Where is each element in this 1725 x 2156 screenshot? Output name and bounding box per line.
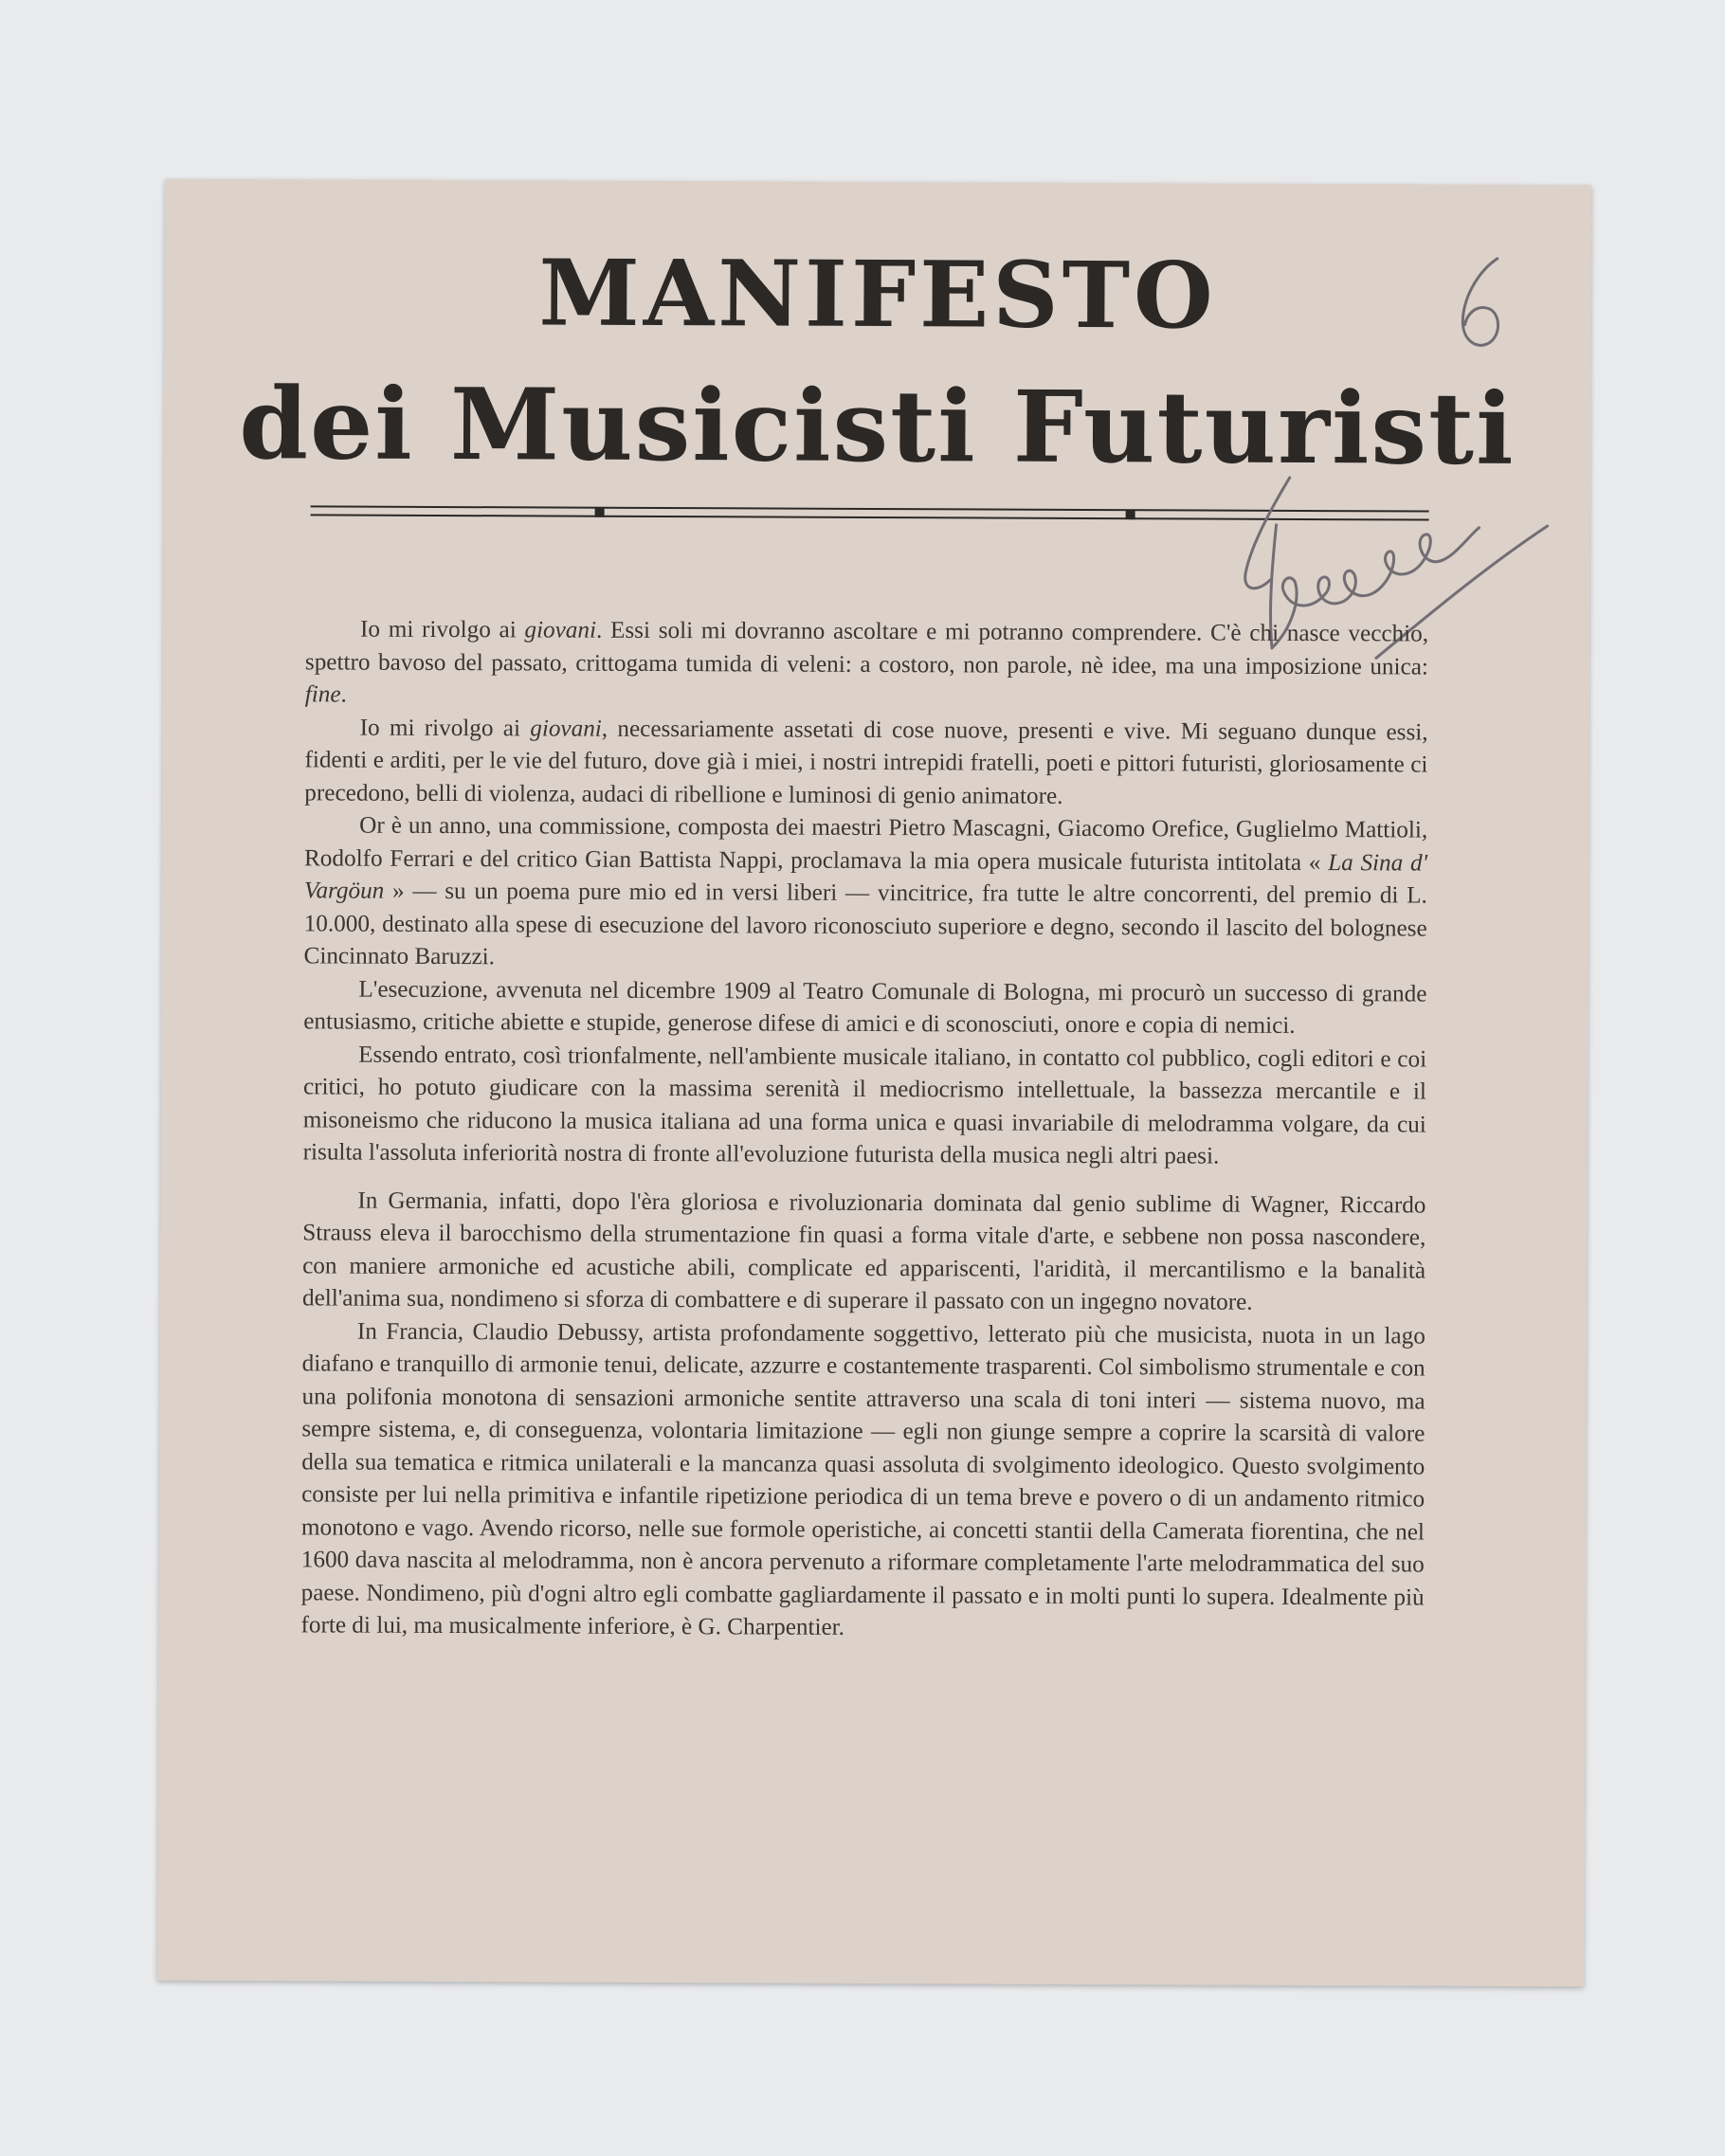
italic-text: fine [304,681,341,708]
handwritten-six-icon [1451,251,1517,355]
italic-text: La Sina d' Vargöun [303,849,1428,904]
paragraph: Io mi rivolgo ai giovani, necessariamente assetati di cose nuove, presenti e vive. Mi seguano dunque essi, fidenti e arditi, per le vie del futuro, dove già i miei, i nostri intrepidi fratelli, poeti e pittori futuristi, gloriosamente ci precedono, belli di violenza, audaci di ribellione e luminosi di genio animatore. [304,715,1428,809]
rule-square-ornament [1126,510,1135,519]
paragraph: Essendo entrato, così trionfalmente, nell'ambiente musicale italiano, in contatto col pubblico, cogli editori e coi critici, ho potuto giudicare con la massima serenità il mediocrismo intellettuale, la bassezza mercantile e il misoneismo che riducono la musica italiana ad una forma unica e quasi invariabile di melodramma volgare, da cui risulta l'assoluta inferiorità nostra di fronte all'evoluzione futurista della musica negli altri paesi. [302,1042,1427,1169]
paragraph: In Francia, Claudio Debussy, artista profondamente soggettivo, letterato più che musicista, nuota in un lago diafano e tranquillo di armonie tenui, delicate, azzurre e costantemente trasparenti. Col simbolismo strumentale e con una polifonia monotona di sensazioni armoniche sentite attraverso una scala di toni interi — sistema nuovo, ma sempre sistema, e, di conseguenza, volontaria limitazione — egli non giunge sempre a coprire la scarsità di valore della sua tematica e ritmica unilaterali e la mancanza quasi assoluta di svolgimento ideologico. Questo svolgimento consiste per lui nella primitiva e infantile ripetizione periodica di un tema breve e povero o di un andamento ritmico monotono e vago. Avendo ricorso, nelle sue formole operistiche, ai concetti stantii della Camerata fiorentina, che nel 1600 dava nascita al melodramma, non è ancora pervenuto a riformare completamente l'arte melodrammatica del suo paese. Nondimeno, più d'ogni altro egli combatte gagliardamente il passato e in molti punti lo supera. Idealmente più forte di lui, ma musicalmente inferiore, è G. Charpentier. [300,1318,1425,1640]
italic-text: giovani [524,617,597,643]
manifesto-body [300,613,1428,1647]
handwritten-number [1451,251,1517,359]
paragraph: In Germania, infatti, dopo l'èra gloriosa e rivoluzionaria dominata dal genio sublime di Wagner, Riccardo Strauss eleva il barocchismo della strumentazione fin quasi a forma vitale d'arte, e sebbene non possa nascondere, con maniere armoniche ed acustiche abili, complicate ed appariscenti, l'aridità, il mercantilismo e la banalità dell'anima sua, nondimeno si sforza di combattere e di superare il passato con un ingegno novatore. [301,1187,1426,1315]
paragraph: Or è un anno, una commissione, composta dei maestri Pietro Mascagni, Giacomo Orefice, Guglielmo Mattioli, Rodolfo Ferrari e del critico Gian Battista Nappi, proclamava la mia opera musicale futurista intitolata « La Sina d' Vargöun » — su un poema pure mio ed in versi liberi — vincitrice, fra tutte le altre concorrenti, del premio di L. 10.000, destinato alla spese di esecuzione del lavoro riconosciuto superiore e degno, secondo il lascito del bolognese Cincinnato Baruzzi. [303,812,1428,970]
paragraph: L'esecuzione, avvenuta nel dicembre 1909 al Teatro Comunale di Bologna, mi procurò un successo di grande entusiasmo, critiche abiette e stupide, generose difese di amici e di sconosciuti, onore e copia di nemici. [303,976,1427,1039]
title-subtitle: dei Musicisti Futuristi [239,365,1516,487]
manifesto-sheet [157,179,1591,1987]
title-manifesto: MANIFESTO [538,239,1217,350]
paragraph: Io mi rivolgo ai giovani. Essi soli mi dovranno ascoltare e mi potranno comprendere. C'è chi nasce vecchio, spettro bavoso del passato, crittogama tumida di veleni: a costoro, non parole, nè idee, ma una imposizione unica: fine. [304,616,1429,708]
rule-square-ornament [595,508,605,517]
italic-text: giovani [530,715,602,742]
